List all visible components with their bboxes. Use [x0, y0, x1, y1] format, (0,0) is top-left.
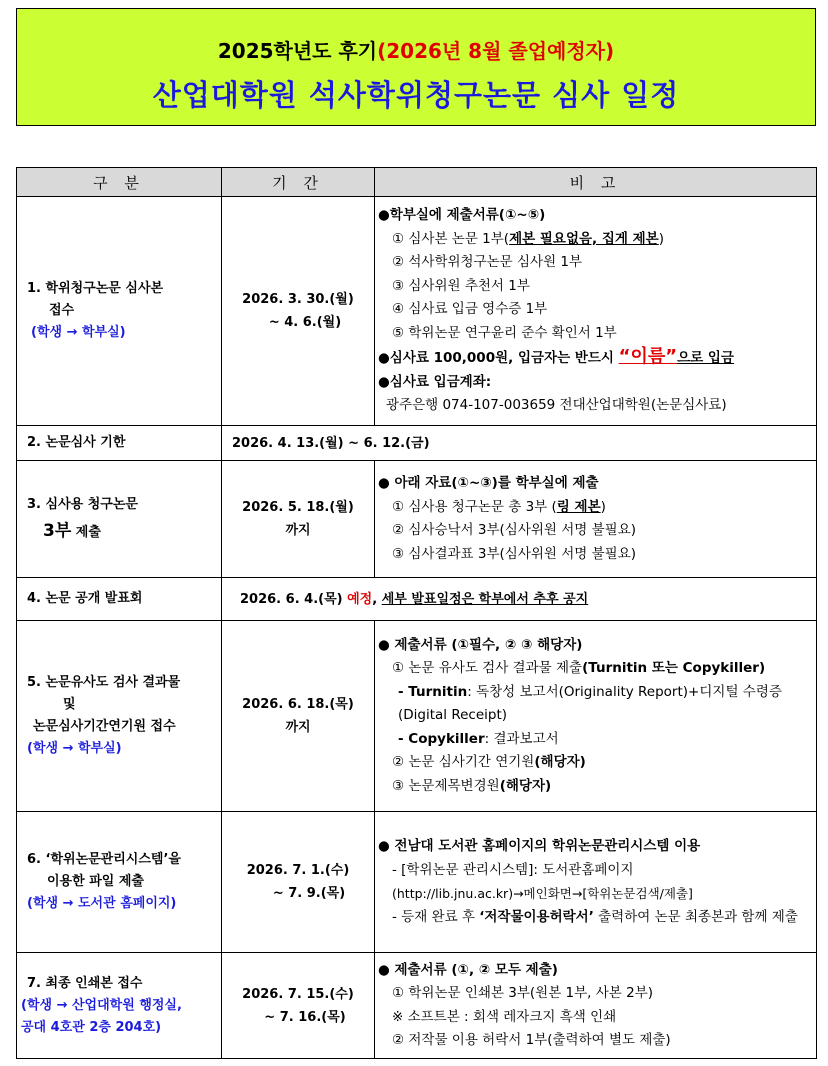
table-row [17, 812, 817, 953]
period-cell: 2026. 3. 30.(월) ~ 4. 6.(월) [222, 197, 375, 426]
table-row [17, 197, 817, 426]
schedule-table [16, 167, 817, 1059]
table-row [17, 461, 817, 578]
period-cell: 2026. 7. 1.(수) ~ 7. 9.(목) [222, 812, 375, 953]
header-period: 기 간 [222, 168, 375, 197]
category-cell: 4. 논문 공개 발표회 [17, 578, 222, 621]
category-cell: 1. 학위청구논문 심사본 접수 (학생 → 학부실) [17, 197, 222, 426]
table-row [17, 578, 817, 621]
category-cell: 5. 논문유사도 검사 결과물 및 논문심사기간연기원 접수 (학생 → 학부실) [17, 621, 222, 812]
table-header-row [17, 168, 817, 197]
table-row [17, 426, 817, 461]
category-cell: 2. 논문심사 기한 [17, 426, 222, 461]
remarks-cell: ● 제출서류 (①, ② 모두 제출) ① 학위논문 인쇄본 3부(원본 1부, 사본 2부) ※ 소프트본 : 회색 레자크지 흑색 인쇄 ② 저작물 이용 허락서 1부(출력하여 별도 제출) [375, 953, 817, 1059]
remarks-cell: ● 제출서류 (①필수, ② ③ 해당자) ① 논문 유사도 검사 결과물 제출(Turnitin 또는 Copykiller) - Turnitin: 독창성 보고서(Originality Report)+디지털 수령증(Digital Receipt) - Copykiller: 결과보고서 ② 논문 심사기간 연기원(해당자) ③ 논문제목변경원(해당자) [375, 621, 817, 812]
remarks-cell: ● 아래 자료(①~③)를 학부실에 제출 ① 심사용 청구논문 총 3부 (링 제본) ② 심사승낙서 3부(심사위원 서명 불필요) ③ 심사결과표 3부(심사위원 서명 불필요) [375, 461, 817, 578]
table-row [17, 621, 817, 812]
title-line-2: 산업대학원 석사학위청구논문 심사 일정 [152, 78, 680, 112]
category-cell: 7. 최종 인쇄본 접수 (학생 → 산업대학원 행정실, 공대 4호관 2층 204호) [17, 953, 222, 1059]
period-cell: 2026. 6. 4.(목) 예정, 세부 발표일정은 학부에서 추후 공지 [222, 578, 817, 621]
title-banner [16, 8, 816, 126]
title-graduation-note: (2026년 8월 졸업예정자) [377, 39, 615, 63]
period-cell: 2026. 5. 18.(월) 까지 [222, 461, 375, 578]
table-row [17, 953, 817, 1059]
category-cell: 6. ‘학위논문관리시스템’을 이용한 파일 제출 (학생 → 도서관 홈페이지) [17, 812, 222, 953]
header-remarks: 비 고 [375, 168, 817, 197]
title-line-1 [17, 35, 815, 64]
period-cell: 2026. 7. 15.(수) ~ 7. 16.(목) [222, 953, 375, 1059]
category-cell: 3. 심사용 청구논문 3부 제출 [17, 461, 222, 578]
header-category: 구 분 [17, 168, 222, 197]
remarks-cell: ●학부실에 제출서류(①~⑤) ① 심사본 논문 1부(제본 필요없음, 집게 제본) ② 석사학위청구논문 심사원 1부 ③ 심사위원 추천서 1부 ④ 심사료 입금 영수증 1부 ⑤ 학위논문 연구윤리 준수 확인서 1부 ●심사료 100,000원, 입금자는 반드시 “이름”으로 입금 ●심사료 입금계좌: 광주은행 074-107-003659 전대산업대학원(논문심사료) [375, 197, 817, 426]
title-year: 2025학년도 후기 [217, 39, 378, 63]
period-cell: 2026. 6. 18.(목) 까지 [222, 621, 375, 812]
period-cell: 2026. 4. 13.(월) ~ 6. 12.(금) [222, 426, 817, 461]
remarks-cell: ● 전남대 도서관 홈페이지의 학위논문관리시스템 이용 - [학위논문 관리시스템]: 도서관홈페이지 (http://lib.jnu.ac.kr)→메인화면→[학위논문검색/제출] - 등재 완료 후 ‘저작물이용허락서’ 출력하여 논문 최종본과 함께 제출 [375, 812, 817, 953]
